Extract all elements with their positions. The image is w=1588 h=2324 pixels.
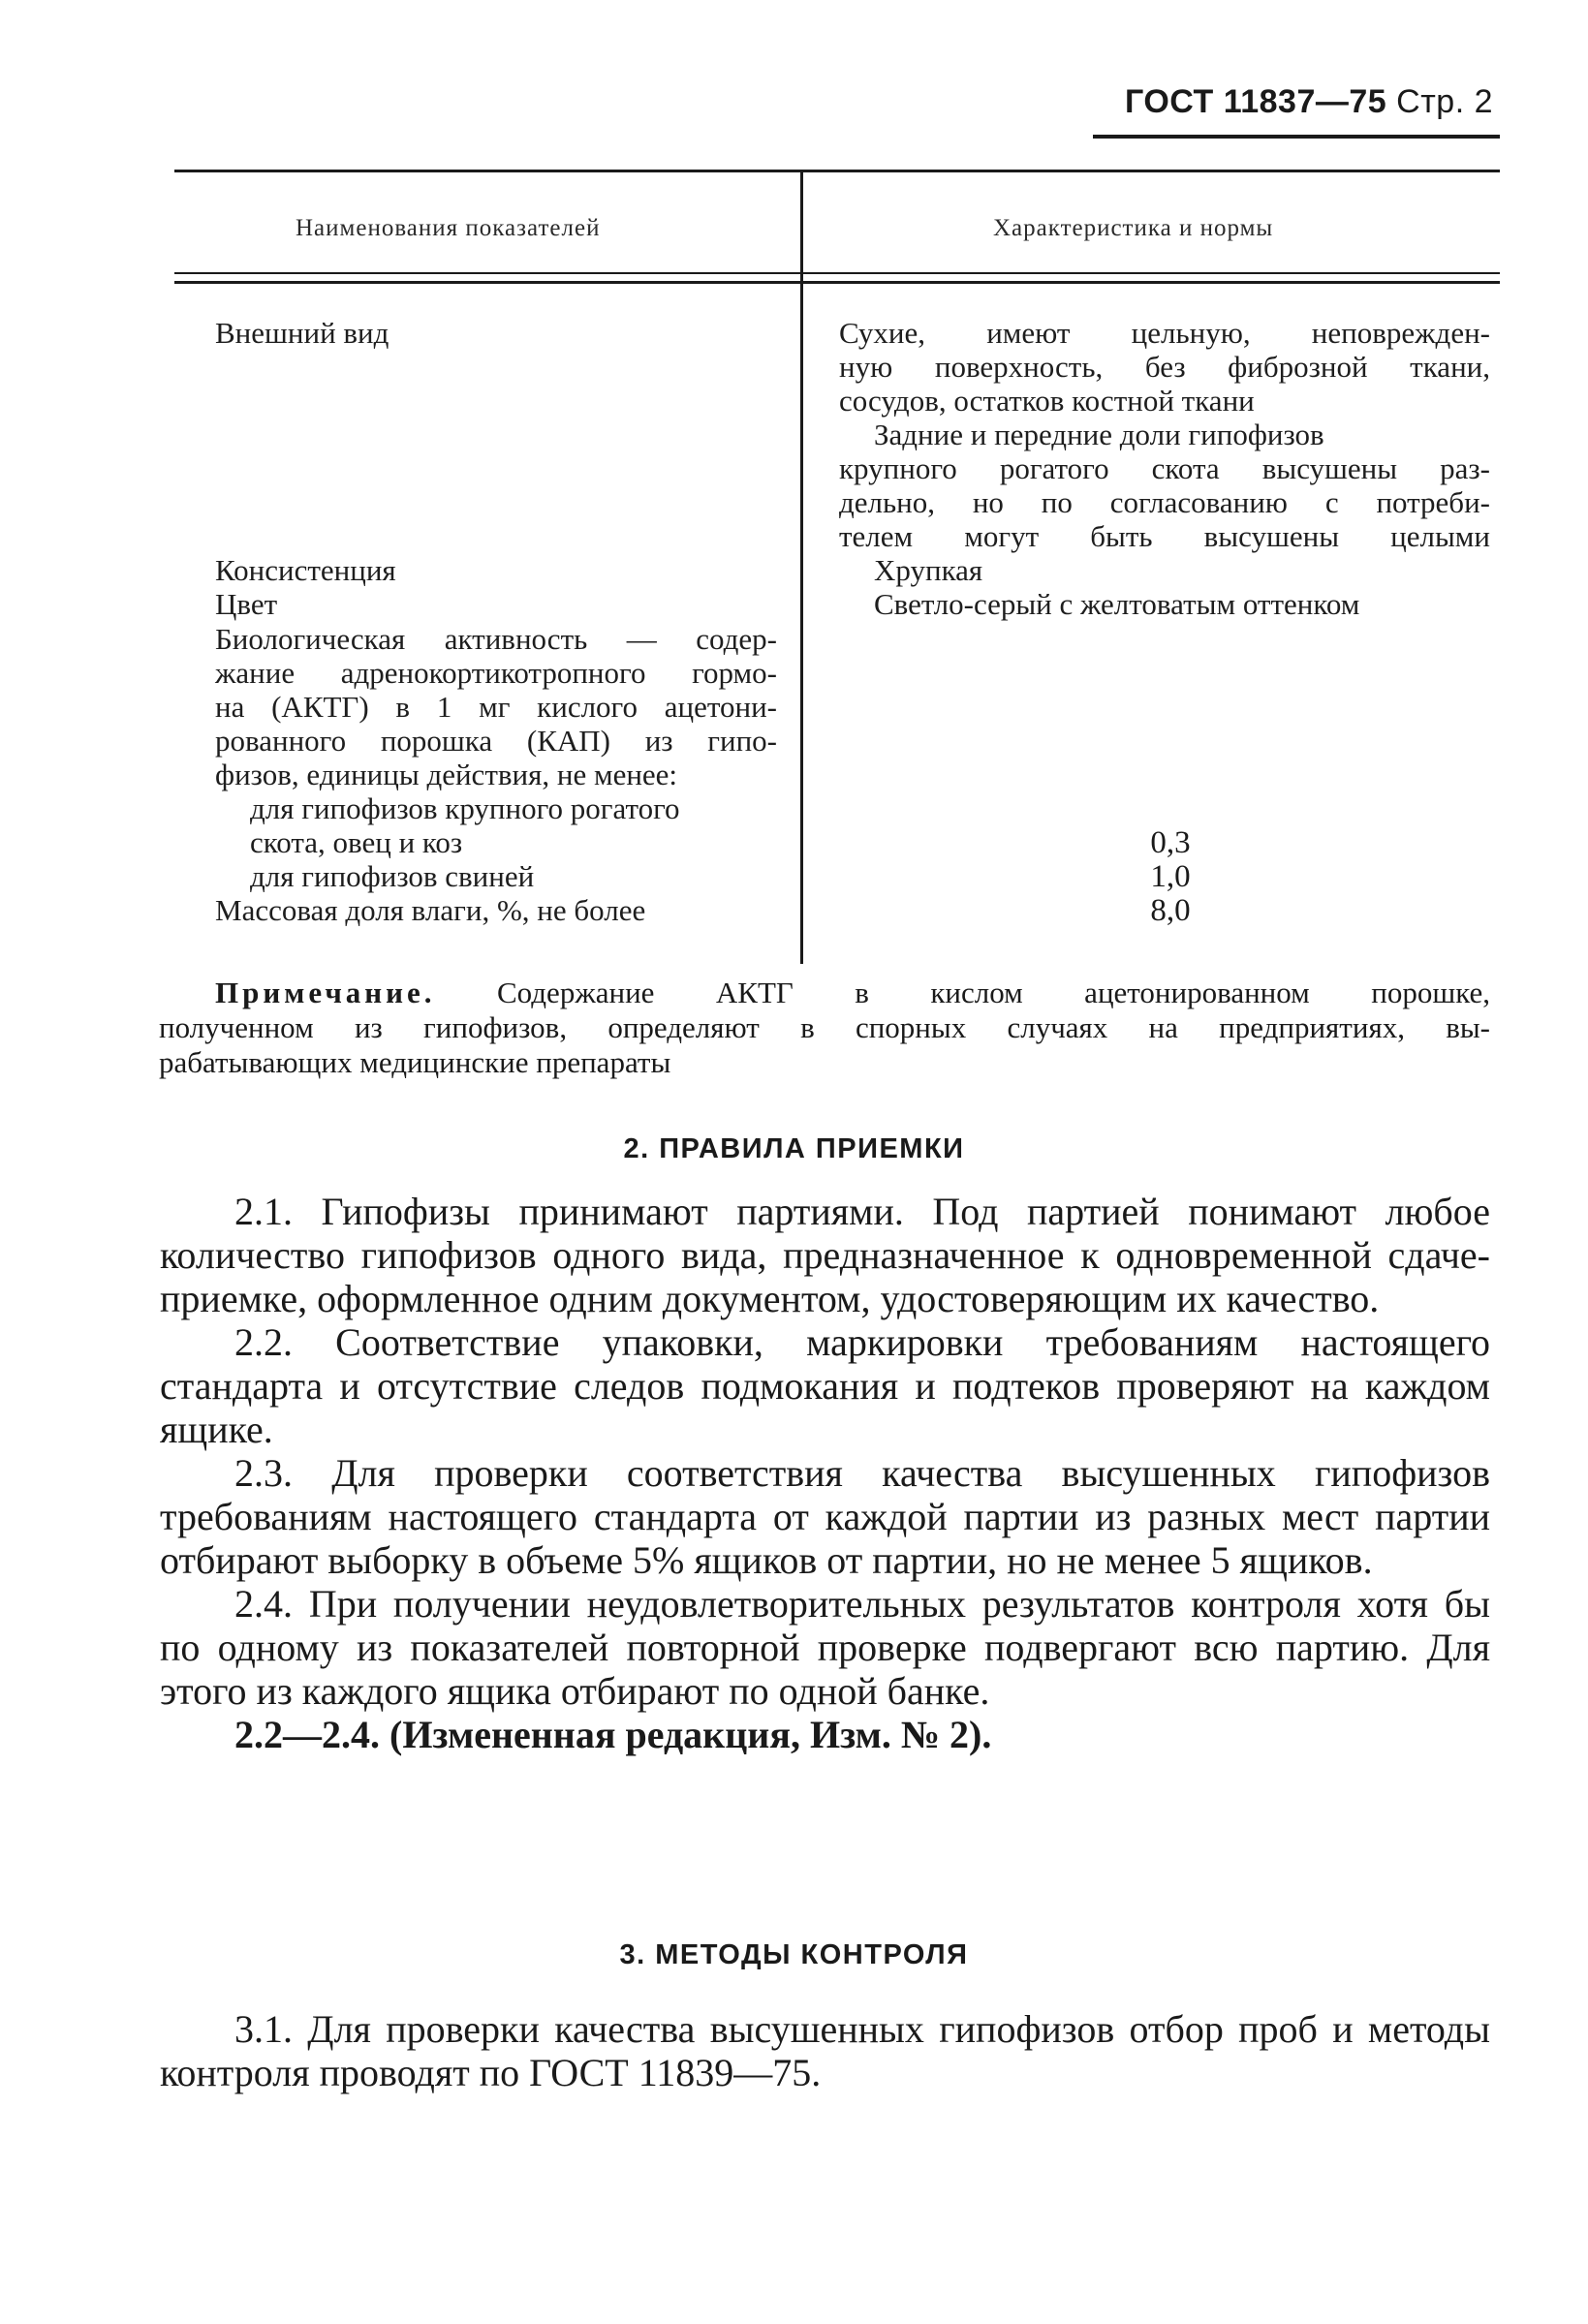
paragraph-2-4: 2.4. При получении неудовлетворительных результатов контроля хотя бы по одному из показателей повторной проверке подвергают всю партию. Для этого из каждого ящика отбирают по одной банке. [160,1582,1490,1713]
row-color-name: Цвет [215,587,278,621]
section-3-title: 3. МЕТОДЫ КОНТРОЛЯ [619,1939,969,1970]
standard-number: ГОСТ 11837—75 [1125,83,1387,120]
section-2-body [160,1190,1490,1756]
note-label: Примечание. [215,976,436,1009]
row-activity-sub-cattle: для гипофизов крупного рогатого скота, овец и коз [250,791,680,859]
note-line-3: рабатывающих медицинские препараты [159,1045,671,1079]
table-column-divider [800,170,803,964]
table-top-rule [174,170,1500,172]
table-header-norms: Характеристика и нормы [993,215,1274,241]
paragraph-2-1: 2.1. Гипофизы принимают партиями. Под партией понимают любое количество гипофизов одного вида, предназначенное к одновременной сдаче-приемке, оформленное одним документом, удостоверяющим их качество. [160,1190,1490,1320]
row-consistency-desc: Хрупкая [874,553,983,587]
note-line-2: полученном из гипофизов, определяют в спорных случаях на предприятиях, вы- [159,1010,1490,1044]
table-header-rule [174,272,1500,274]
table-header-indicators: Наименования показателей [296,215,601,241]
row-activity-pigs-value: 1,0 [1150,859,1191,894]
row-consistency-name: Консистенция [215,553,396,587]
row-appearance-name: Внешний вид [215,316,389,350]
section-2-title: 2. ПРАВИЛА ПРИЕМКИ [623,1133,965,1164]
row-activity-name: Биологическая активность — содер- жание адренокортикотропного гормо- на (АКТГ) в 1 мг кислого ацетони- рованного порошка (КАП) из гипо- физов, единицы действия, не менее: [215,622,777,791]
header-rule [1093,135,1500,139]
row-moisture-value: 8,0 [1150,893,1191,928]
row-appearance-desc: Сухие, имеют цельную, неповрежден- ную поверхность, без фиброзной ткани, сосудов, остатков костной ткани Задние и передние доли гипофизов крупного рогатого скота высушены раз- дельно, но по согласованию с потреби- телем могут быть высушены целыми [839,316,1490,553]
table-header-rule-double [174,281,1500,284]
paragraph-2-3: 2.3. Для проверки соответствия качества высушенных гипофизов требованиям настоящего стандарта от каждой партии из разных мест партии отбирают выборку в объеме 5% ящиков от партии, но не менее 5 ящиков. [160,1451,1490,1582]
paragraph-2-2: 2.2. Соответствие упаковки, маркировки требованиям настоящего стандарта и отсутствие следов подмокания и подтеков проверяют на каждом ящике. [160,1320,1490,1451]
row-activity-sub-pigs: для гипофизов свиней [250,859,535,893]
section-3-body [160,2007,1490,2094]
page-number: Стр. 2 [1396,83,1493,120]
row-moisture-name: Массовая доля влаги, %, не более [215,893,646,927]
paragraph-3-1: 3.1. Для проверки качества высушенных гипофизов отбор проб и методы контроля проводят по ГОСТ 11839—75. [160,2007,1490,2094]
row-color-desc: Светло-серый с желтоватым оттенком [874,587,1360,621]
running-header [1125,83,1493,121]
row-activity-cattle-value: 0,3 [1150,825,1191,860]
table-note [159,976,1491,1080]
note-line-1: Содержание АКТГ в кислом ацетонированном порошке, [497,976,1491,1009]
amendment-note: 2.2—2.4. (Измененная редакция, Изм. № 2). [234,1713,992,1756]
